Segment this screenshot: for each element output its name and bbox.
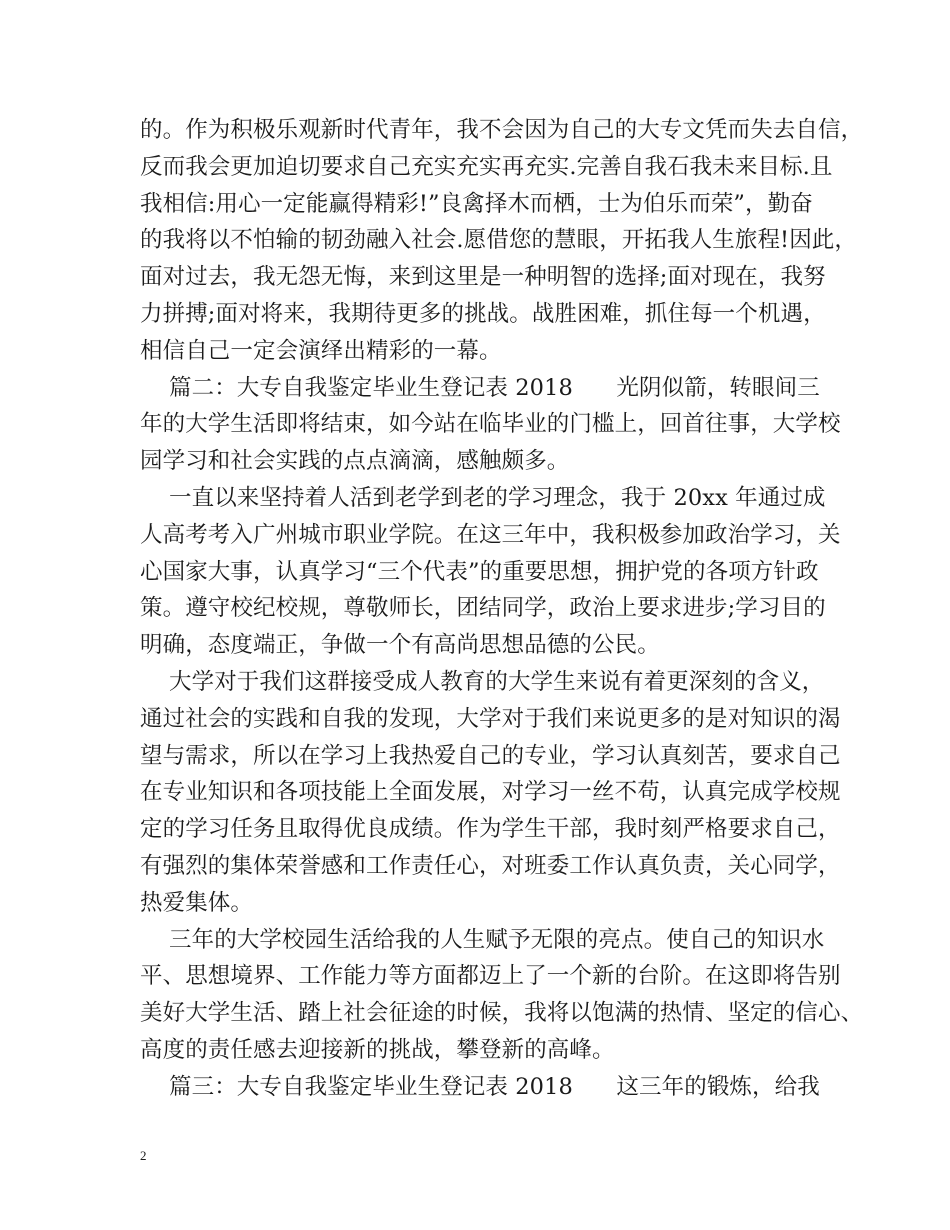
text-line: 望与需求，所以在学习上我热爱自己的专业，学习认真刻苦，要求自己 <box>140 742 841 769</box>
text-line: 在专业知识和各项技能上全面发展，对学习一丝不苟，认真完成学校规 <box>140 779 841 806</box>
text-line: 通过社会的实践和自我的发现，大学对于我们来说更多的是对知识的渴 <box>140 705 841 732</box>
text-line: 我相信:用心一定能赢得精彩!”良禽择木而栖，士为伯乐而荣”，勤奋 <box>140 190 813 217</box>
text-line: 高度的责任感去迎接新的挑战，攀登新的高峰。 <box>140 1036 615 1063</box>
section-heading-line: 篇三：大专自我鉴定毕业生登记表 2018 这三年的锻炼，给我 <box>140 1073 820 1100</box>
text-line: 反而我会更加迫切要求自己充实充实再充实.完善自我石我未来目标.且 <box>140 153 833 180</box>
text-line: 的。作为积极乐观新时代青年，我不会因为自己的大专文凭而失去自信， <box>140 117 864 143</box>
text-line: 三年的大学校园生活给我的人生赋予无限的亮点。使自己的知识水 <box>140 926 825 953</box>
text-line: 园学习和社会实践的点点滴滴，感触颇多。 <box>140 448 570 475</box>
text-line: 平、思想境界、工作能力等方面都迈上了一个新的台阶。在这即将告别 <box>140 963 841 990</box>
document-body <box>140 112 864 1106</box>
text-line: 年的大学生活即将结束，如今站在临毕业的门槛上，回首往事，大学校 <box>140 411 841 438</box>
text-line: 一直以来坚持着人活到老学到老的学习理念，我于 20xx 年通过成 <box>140 484 826 511</box>
text-line: 相信自己一定会演绎出精彩的一幕。 <box>140 337 502 364</box>
text-line: 有强烈的集体荣誉感和工作责任心，对班委工作认真负责，关心同学， <box>140 852 841 879</box>
page-number: 2 <box>140 1148 147 1163</box>
text-line: 热爱集体。 <box>140 889 254 916</box>
text-line: 力拼搏;面对将来，我期待更多的挑战。战胜困难，抓住每一个机遇， <box>140 300 826 327</box>
text-line: 定的学习任务且取得优良成绩。作为学生干部，我时刻严格要求自己， <box>140 816 841 843</box>
text-line: 人高考考入广州城市职业学院。在这三年中，我积极参加政治学习，关 <box>140 521 841 548</box>
text-line: 美好大学生活、踏上社会征途的时候，我将以饱满的热情、坚定的信心、 <box>140 1000 864 1027</box>
text-line: 大学对于我们这群接受成人教育的大学生来说有着更深刻的含义， <box>140 668 825 695</box>
text-line: 明确，态度端正，争做一个有高尚思想品德的公民。 <box>140 632 660 659</box>
text-line: 心国家大事，认真学习“三个代表”的重要思想，拥护党的各项方针政 <box>140 558 819 585</box>
text-line: 的我将以不怕输的韧劲融入社会.愿借您的慧眼，开拓我人生旅程!因此， <box>140 227 857 254</box>
section-heading-line: 篇二：大专自我鉴定毕业生登记表 2018 光阴似箭，转眼间三 <box>140 374 820 401</box>
text-line: 策。遵守校纪校规，尊敬师长，团结同学，政治上要求进步;学习目的 <box>140 595 826 622</box>
text-line: 面对过去，我无怨无悔，来到这里是一种明智的选择;面对现在，我努 <box>140 264 826 291</box>
